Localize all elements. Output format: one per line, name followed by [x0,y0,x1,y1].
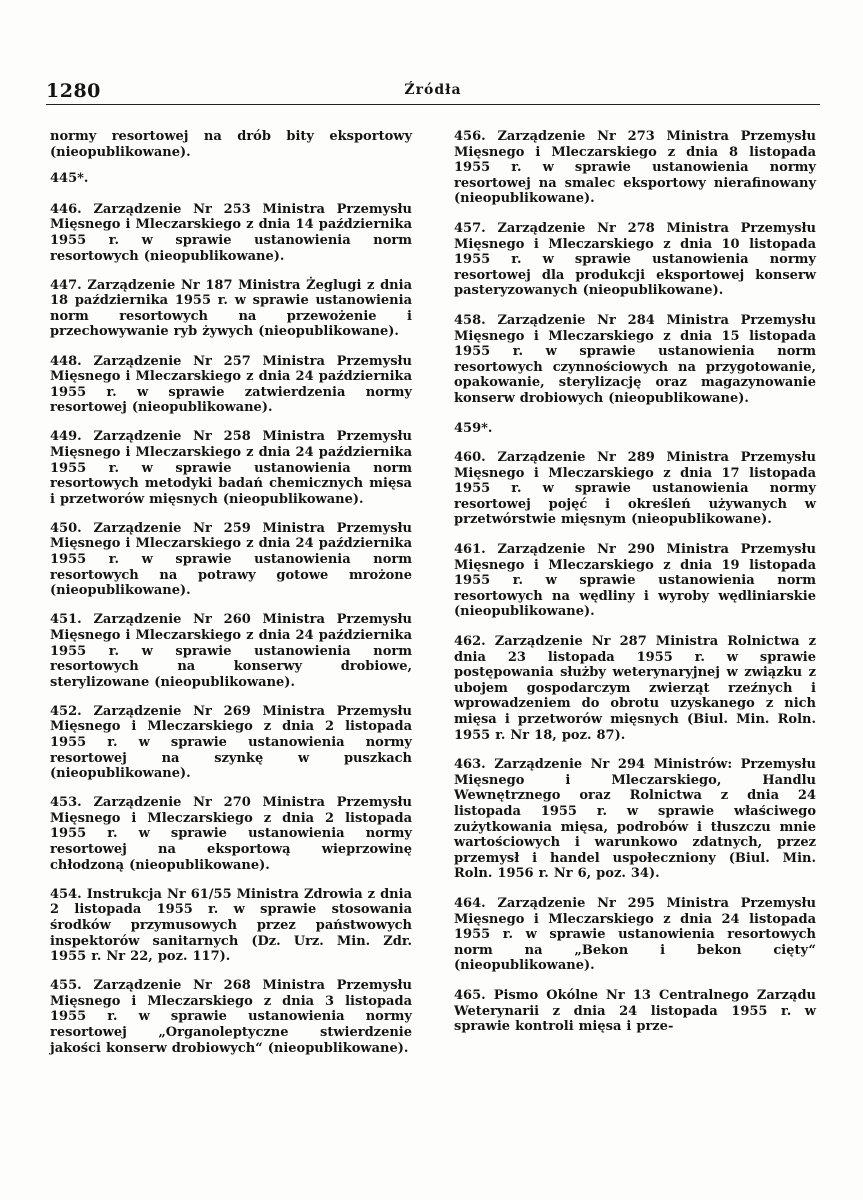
entry-461 [454,542,816,620]
entry-453 [50,795,412,873]
page-header [46,80,820,105]
entry-number: 452. [50,703,82,719]
entry-number: 451. [50,612,82,628]
entry-text: Instrukcja Nr 61/55 Ministra Zdrowia z dnia 2 listopada 1955 r. w sprawie stosowania środków przymusowych przez państwowych inspektorów sanitarnych (Dz. Urz. Min. Zdr. 1955 r. Nr 22, poz. 117). [50,886,412,965]
entry-number: 454. [50,886,82,902]
entry-457 [454,221,816,299]
entry-463 [454,757,816,882]
entry-number: 456. [454,129,486,144]
entry-text: Pismo Okólne Nr 13 Centralnego Zarządu Weterynarii z dnia 24 listopada 1955 r. w sprawie kontroli mięsa i prze- [454,987,817,1035]
entry-460 [454,450,816,528]
entry-number: 449. [50,429,82,445]
entry-number: 459*. [454,420,493,436]
entry-text: Zarządzenie Nr 287 Ministra Rolnictwa z dnia 23 listopada 1955 r. w sprawie postępowania służby weterynaryjnej w związku z ubojem gospodarczym zwierząt rzeźnych i wprowadzeniem do obrotu uzyskanego z nich mięsa i przetworów mięsnych (Biul. Min. Roln. 1955 r. Nr 18, poz. 87). [454,634,816,743]
entry-447 [50,278,412,340]
entry-number: 446. [50,201,82,217]
entry-text: Zarządzenie Nr 290 Ministra Przemysłu Mięsnego i Mleczarskiego z dnia 19 listopada 1955 r. w sprawie ustanowienia norm resortowych na wędliny i wyroby wędliniarskie (nieopublikowane). [454,542,816,620]
entry-text: Zarządzenie Nr 278 Ministra Przemysłu Mięsnego i Mleczarskiego z dnia 10 listopada 1955 r. w sprawie ustanowienia normy resortowej dla produkcji eksportowej konserw pasteryzowanych (nieopublikowane). [454,220,816,299]
entry-number: 447. [50,277,82,293]
entry-number: 455. [50,978,82,994]
entry-462 [454,634,816,743]
entry-number: 445*. [50,171,89,187]
entry-text: Zarządzenie Nr 268 Ministra Przemysłu Mięsnego i Mleczarskiego z dnia 3 listopada 1955 r. w sprawie ustanowienia normy resortowej „Organoleptyczne stwierdzenie jakości konserw drobiowych“ (nieopublikowane). [50,978,412,1056]
entry-number: 461. [454,542,486,558]
entry-number: 458. [454,312,486,328]
page-number: 1280 [46,80,101,102]
entry-text: normy resortowej na drób bity eksportowy (nieopublikowane). [50,129,412,160]
entry-445 [50,171,412,187]
entry-text: Zarządzenie Nr 289 Ministra Przemysłu Mięsnego i Mleczarskiego z dnia 17 listopada 1955 r. w sprawie ustanowienia normy resortowej pojęć i określeń używanych w przetwórstwie mięsnym (nieopublikowane). [454,450,816,528]
entry-text: Zarządzenie Nr 259 Ministra Przemysłu Mięsnego i Mleczarskiego z dnia 24 października 1955 r. w sprawie ustanowienia norm resortowych na potrawy gotowe mrożone (nieopublikowane). [50,520,412,599]
entry-text: Zarządzenie Nr 253 Ministra Przemysłu Mięsnego i Mleczarskiego z dnia 14 października 1955 r. w sprawie ustanowienia norm resortowych (nieopublikowane). [50,201,412,264]
entry-451 [50,612,412,690]
entry-text: Zarządzenie Nr 270 Ministra Przemysłu Mięsnego i Mleczarskiego z dnia 2 listopada 1955 r. w sprawie ustanowienia normy resortowej na eksportową wieprzowinę chłodzoną (nieopublikowane). [50,795,412,873]
entry-number: 448. [50,353,82,369]
entry-text: Zarządzenie Nr 269 Ministra Przemysłu Mięsnego i Mleczarskiego z dnia 2 listopada 1955 r. w sprawie ustanowienia normy resortowej na szynkę w puszkach (nieopublikowane). [50,703,412,782]
entry-455 [50,978,412,1056]
entry-464 [454,896,816,974]
left-column [50,129,412,1070]
entry-number: 463. [454,757,486,773]
entry-text: Zarządzenie Nr 257 Ministra Przemysłu Mięsnego i Mleczarskiego z dnia 24 października 1955 r. w sprawie zatwierdzenia normy resortowej (nieopublikowane). [50,353,412,416]
entry-number: 460. [454,450,486,466]
entry-465 [454,988,816,1035]
entry-text: Zarządzenie Nr 294 Ministrów: Przemysłu Mięsnego i Mleczarskiego, Handlu Wewnętrznego oraz Rolnictwa z dnia 24 listopada 1955 r. w sprawie właściwego zużytkowania mięsa, podrobów i tłuszczu mnie wartościowych i warunkowo zdatnych, przez przemysł i handel uspołeczniony (Biul. Min. Roln. 1956 r. Nr 6, poz. 34). [454,757,816,882]
entry-449 [50,429,412,507]
entry-text: Zarządzenie Nr 187 Ministra Żeglugi z dnia 18 października 1955 r. w sprawie ustanowienia norm resortowych na przewożenie i przechowywanie ryb żywych (nieopublikowane). [50,277,412,340]
entry-text: Zarządzenie Nr 295 Ministra Przemysłu Mięsnego i Mleczarskiego z dnia 24 listopada 1955 r. w sprawie ustanowienia resortowych norm na „Bekon i bekon cięty“ (nieopublikowane). [454,895,816,974]
entry-number: 450. [50,520,82,536]
entry-number: 457. [454,220,486,236]
entry-text: Zarządzenie Nr 273 Ministra Przemysłu Mięsnego i Mleczarskiego z dnia 8 listopada 1955 r. w sprawie ustanowienia normy resortowej na smalec eksportowy nierafinowany (nieopublikowane). [454,129,816,207]
entry-454 [50,887,412,965]
right-column [454,129,816,1049]
entry-448 [50,354,412,416]
entry-number: 462. [454,634,486,650]
entry-text: Zarządzenie Nr 284 Ministra Przemysłu Mięsnego i Mleczarskiego z dnia 15 listopada 1955 r. w sprawie ustanowienia norm resortowych czynnościowych na przygotowanie, opakowanie, sterylizację oraz magazynowanie konserw drobiowych (nieopublikowane). [454,312,816,406]
entry-458 [454,313,816,407]
entry-text: Zarządzenie Nr 260 Ministra Przemysłu Mięsnego i Mleczarskiego z dnia 24 października 1955 r. w sprawie ustanowienia norm resortowych na konserwy drobiowe, sterylizowane (nieopublikowane). [50,612,412,690]
entry-number: 453. [50,795,82,811]
entry-continuation [50,129,412,160]
entry-number: 465. [454,987,486,1003]
entry-450 [50,521,412,599]
running-title: Źródła [404,82,462,98]
entry-452 [50,704,412,782]
entry-446 [50,202,412,264]
entry-456 [454,129,816,207]
entry-number: 464. [454,895,486,911]
entry-459 [454,421,816,437]
entry-text: Zarządzenie Nr 258 Ministra Przemysłu Mięsnego i Mleczarskiego z dnia 24 października 1955 r. w sprawie ustanowienia norm resortowych metodyki badań chemicznych mięsa i przetworów mięsnych (nieopublikowane). [50,429,412,507]
